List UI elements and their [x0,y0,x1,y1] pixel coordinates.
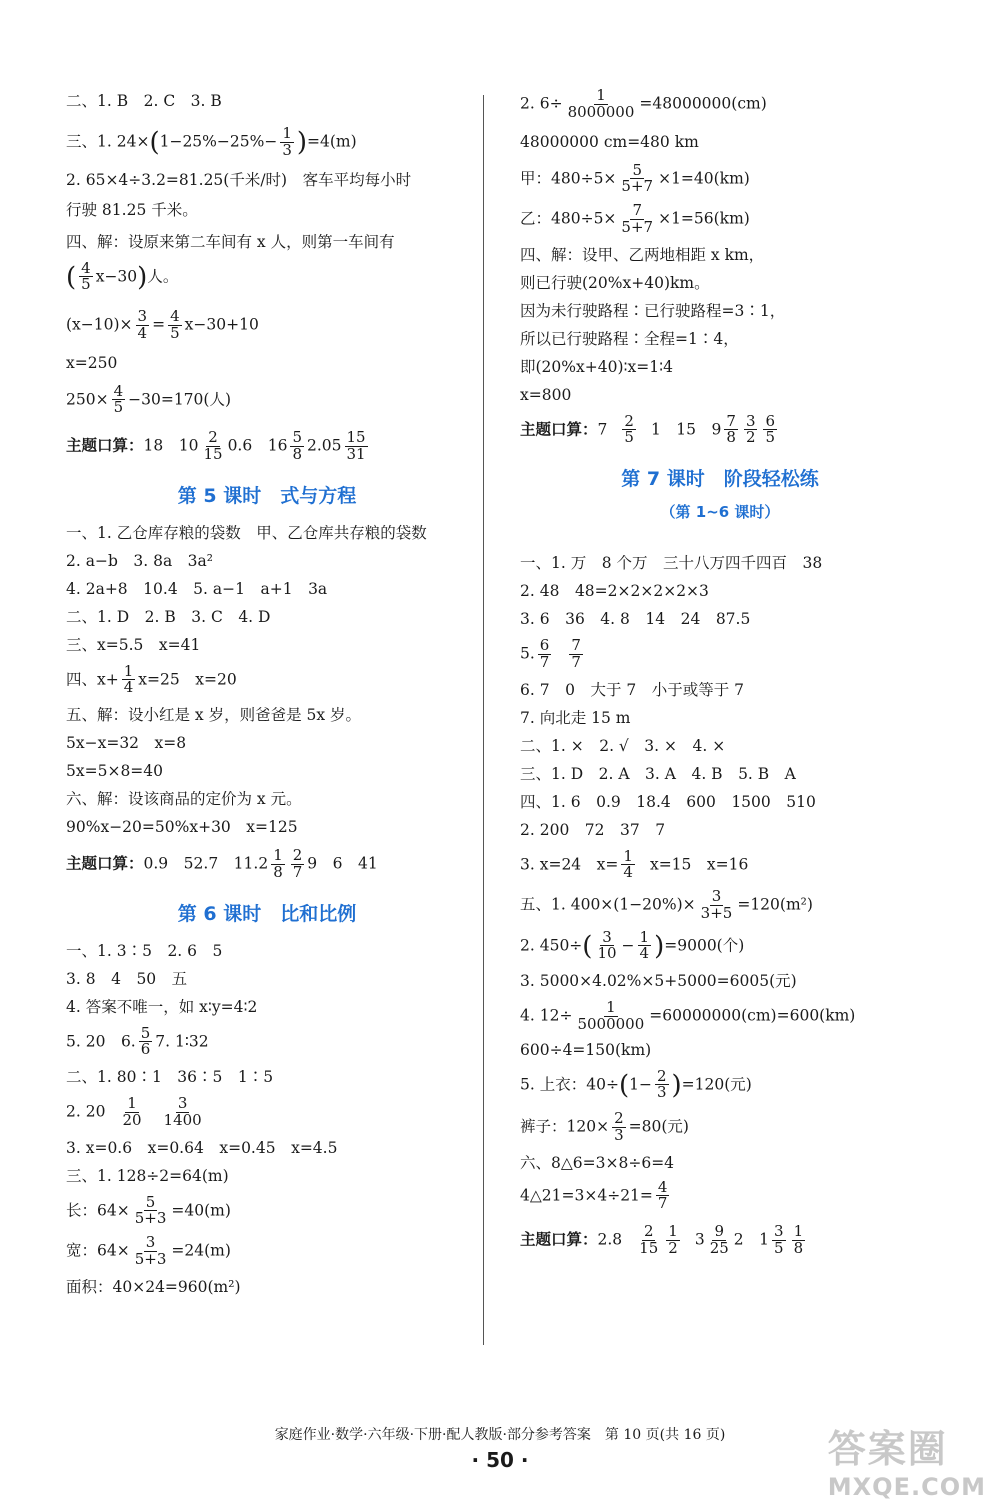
answer-line: 5x−x=32 x=8 [66,734,187,752]
answer-line: 长：64× $\frac{5}{5+3}$ =40(m) [66,1192,231,1228]
section-title: 第 6 课时 比和比例 [177,902,357,925]
fraction: $\frac{1}{8000000}$ [567,86,635,121]
answer-line: 面积：40×24=960(m²) [66,1277,241,1296]
section-title: 第 7 课时 阶段轻松练 [621,468,819,490]
section-title: 第 5 课时 式与方程 [177,484,357,507]
answer-line: 四、x+ $\frac{1}{4}$ x=25 x=20 [66,661,237,697]
answer-line: 二、1. D 2. B 3. C 4. D [66,607,271,626]
answer-line: 四、1. 6 0.9 18.4 600 1500 510 [520,792,816,811]
fraction: $\frac{2}{3}$ [614,1109,624,1144]
answer-line: 2. a−b 3. 8a 3a² [66,551,214,570]
answer-line: 一、1. 3∶5 2. 6 5 [66,941,223,960]
answer-line: 3. 6 36 4. 8 14 24 87.5 [520,610,751,628]
answer-line: 2. 20 $\frac{1}{20}$ $\frac{3}{1400}$ [66,1094,202,1129]
answer-line: 5x=5×8=40 [66,762,164,780]
answer-line: 2. 48 48=2×2×2×2×3 [520,582,709,600]
fraction: $\frac{3}{4}$ [137,307,148,342]
answer-line: 48000000 cm=480 km [520,132,699,151]
answer-line: 因为未行驶路程∶已行驶路程=3∶1， [520,301,786,320]
answer-line: ( $\frac{4}{5}$ x−30)人。 [66,258,179,294]
answer-line: 3. 8 4 50 五 [66,969,188,988]
answer-line: 5. $\frac{6}{7}$ $\frac{7}{7}$ [520,636,581,671]
fraction: $\frac{3}{5}$ [774,1222,784,1257]
fraction: $\frac{4}{7}$ [657,1177,668,1213]
mental-math-line: 主题口算：2.8 $\frac{2}{15}$ $\frac{1}{2}$ 3 $\frac{9}{25}$ 2 1 $\frac{3}{5}$ $\frac{1}{8}$ [520,1222,804,1257]
page-footer: 家庭作业·数学·六年级·下册·配人教版·部分参考答案 第 10 页(共 16 页) [274,1427,726,1443]
answer-line: 六、8△6=3×8÷6=4 [520,1153,675,1172]
fraction: $\frac{5}{8}$ [292,428,302,463]
fraction: $\frac{3}{1400}$ [163,1094,202,1129]
answer-line: 5. 上衣：40÷(1− $\frac{2}{3}$ )=120(元) [520,1066,752,1102]
fraction: $\frac{1}{5000000}$ [577,998,645,1033]
answer-line: 宽：64× $\frac{3}{5+3}$ =24(m) [66,1233,231,1268]
fraction: $\frac{3}{10}$ [597,927,617,963]
answer-line: 250× $\frac{4}{5}$ −30=170(人) [66,381,232,417]
answer-line: 三、1. 128÷2=64(m) [66,1166,229,1185]
fraction: $\frac{5}{5+7}$ [621,160,654,196]
fraction: $\frac{6}{5}$ [765,411,776,447]
fraction: $\frac{2}{3}$ [656,1066,667,1102]
fraction: $\frac{4}{5}$ [113,381,124,417]
fraction: $\frac{7}{8}$ [726,411,736,447]
answer-line: 4△21=3×4÷21= $\frac{4}{7}$ [520,1177,668,1213]
mental-math-line: 主题口算：7 $\frac{2}{5}$ 1 15 9 $\frac{7}{8}$ $\frac{3}{2}$ $\frac{6}{5}$ [520,411,776,447]
section-subtitle: （第 1~6 课时） [660,503,780,521]
fraction: $\frac{7}{5+7}$ [621,201,654,236]
column-divider [483,95,484,1345]
fraction: $\frac{15}{31}$ [346,428,366,463]
answer-line: 三、1. D 2. A 3. A 4. B 5. B A [520,764,796,783]
answer-line: 5. 20 6. $\frac{5}{6}$ 7. 1∶32 [66,1023,209,1059]
fraction: $\frac{1}{20}$ [122,1094,142,1129]
answer-line: 600÷4=150(km) [520,1040,652,1059]
watermark [828,1418,986,1501]
watermark-bottom: MXQE.COM [827,1473,986,1501]
fraction: $\frac{5}{6}$ [140,1023,151,1059]
answer-line: 甲：480÷5× $\frac{5}{5+7}$ ×1=40(km) [520,160,750,196]
answer-line: 一、1. 乙仓库存粮的袋数 甲、乙仓库共存粮的袋数 [66,523,427,542]
answer-line: (x−10)× $\frac{3}{4}$ = $\frac{4}{5}$ x−30+10 [66,307,259,342]
fraction: $\frac{4}{5}$ [81,258,91,294]
answer-line: 2. 200 72 37 7 [520,820,666,839]
answer-line: 三、1. 24×(1−25%−25%− $\frac{1}{3}$ )=4(m) [66,124,357,159]
fraction: $\frac{4}{5}$ [170,307,180,342]
answer-line: 二、1. × 2. √ 3. × 4. × [520,736,726,755]
answer-line: 2. 6÷ $\frac{1}{8000000}$ =48000000(cm) [520,86,767,121]
answer-line: 3. x=0.6 x=0.64 x=0.45 x=4.5 [66,1138,338,1157]
answer-line: 四、解：设原来第二车间有 x 人，则第一车间有 [66,232,395,251]
answer-line: 2. 450÷( $\frac{3}{10}$ − $\frac{1}{4}$ )=9000(个) [520,927,745,963]
answer-line: 行驶 81.25 千米。 [66,200,198,219]
fraction: $\frac{1}{4}$ [639,927,650,963]
fraction: $\frac{3}{2}$ [745,411,756,447]
answer-line: 7. 向北走 15 m [520,708,631,727]
fraction: $\frac{2}{15}$ [203,428,223,463]
answer-line: 三、x=5.5 x=41 [66,635,201,654]
answer-line: 六、解：设该商品的定价为 x 元。 [66,790,302,808]
page-number: · 50 · [471,1448,529,1472]
answer-line: 4. 2a+8 10.4 5. a−1 a+1 3a [66,579,328,598]
answer-line: 二、1. B 2. C 3. B [66,92,222,110]
answer-line: 即(20%x+40)∶x=1∶4 [520,357,674,376]
answer-line: 五、解：设小红是 x 岁，则爸爸是 5x 岁。 [66,706,362,724]
mental-math-line: 主题口算：18 10 $\frac{2}{15}$ 0.6 16 $\frac{5}{8}$ 2.05 $\frac{15}{31}$ [66,428,366,463]
fraction: $\frac{7}{7}$ [571,636,581,671]
answer-line: x=250 [66,353,118,372]
right-column [520,80,920,1257]
answer-line: 裤子：120× $\frac{2}{3}$ =80(元) [520,1109,689,1144]
fraction: $\frac{2}{5}$ [624,411,634,447]
fraction: $\frac{1}{8}$ [273,846,283,881]
fraction: $\frac{1}{4}$ [123,661,134,697]
answer-line: 五、1. 400×(1−20%)× $\frac{3}{3+5}$ =120(m²) [520,887,813,922]
left-column [66,80,468,1298]
watermark-top: 答案圈 [827,1427,948,1471]
fraction: $\frac{9}{25}$ [709,1222,729,1257]
fraction: $\frac{1}{4}$ [623,846,633,882]
mental-math-line: 主题口算：0.9 52.7 11.2 $\frac{1}{8}$ $\frac{2}{7}$ 9 6 41 [66,846,378,881]
answer-line: 3. 5000×4.02%×5+5000=6005(元) [520,972,797,990]
answer-line: 则已行驶(20%x+40)km。 [520,273,710,292]
fraction: $\frac{2}{15}$ [639,1222,659,1257]
fraction: $\frac{3}{5+3}$ [134,1233,167,1268]
answer-line: 2. 65×4÷3.2=81.25(千米/时) 客车平均每小时 [66,170,412,189]
answer-line: 乙：480÷5× $\frac{7}{5+7}$ ×1=56(km) [520,201,750,236]
fraction: $\frac{5}{5+3}$ [134,1192,167,1228]
answer-line: 四、解：设甲、乙两地相距 x km， [520,245,765,264]
answer-line: x=800 [520,385,572,404]
fraction: $\frac{1}{3}$ [282,124,292,159]
answer-line: 3. x=24 x= $\frac{1}{4}$ x=15 x=16 [520,846,749,882]
fraction: $\frac{1}{8}$ [793,1222,804,1257]
fraction: $\frac{2}{7}$ [292,846,303,881]
answer-line: 4. 答案不唯一，如 x∶y=4∶2 [66,997,258,1016]
answer-line: 6. 7 0 大于 7 小于或等于 7 [520,680,745,699]
answer-line: 90%x−20=50%x+30 x=125 [66,818,298,836]
fraction: $\frac{1}{2}$ [668,1222,678,1257]
answer-line: 所以已行驶路程∶全程=1∶4， [520,329,739,348]
fraction: $\frac{3}{3+5}$ [700,887,733,922]
fraction: $\frac{6}{7}$ [539,636,550,671]
answer-line: 一、1. 万 8 个万 三十八万四千四百 38 [520,554,823,572]
answer-line: 4. 12÷ $\frac{1}{5000000}$ =60000000(cm)=600(km) [520,998,856,1033]
answer-line: 二、1. 80∶1 36∶5 1∶5 [66,1068,274,1086]
